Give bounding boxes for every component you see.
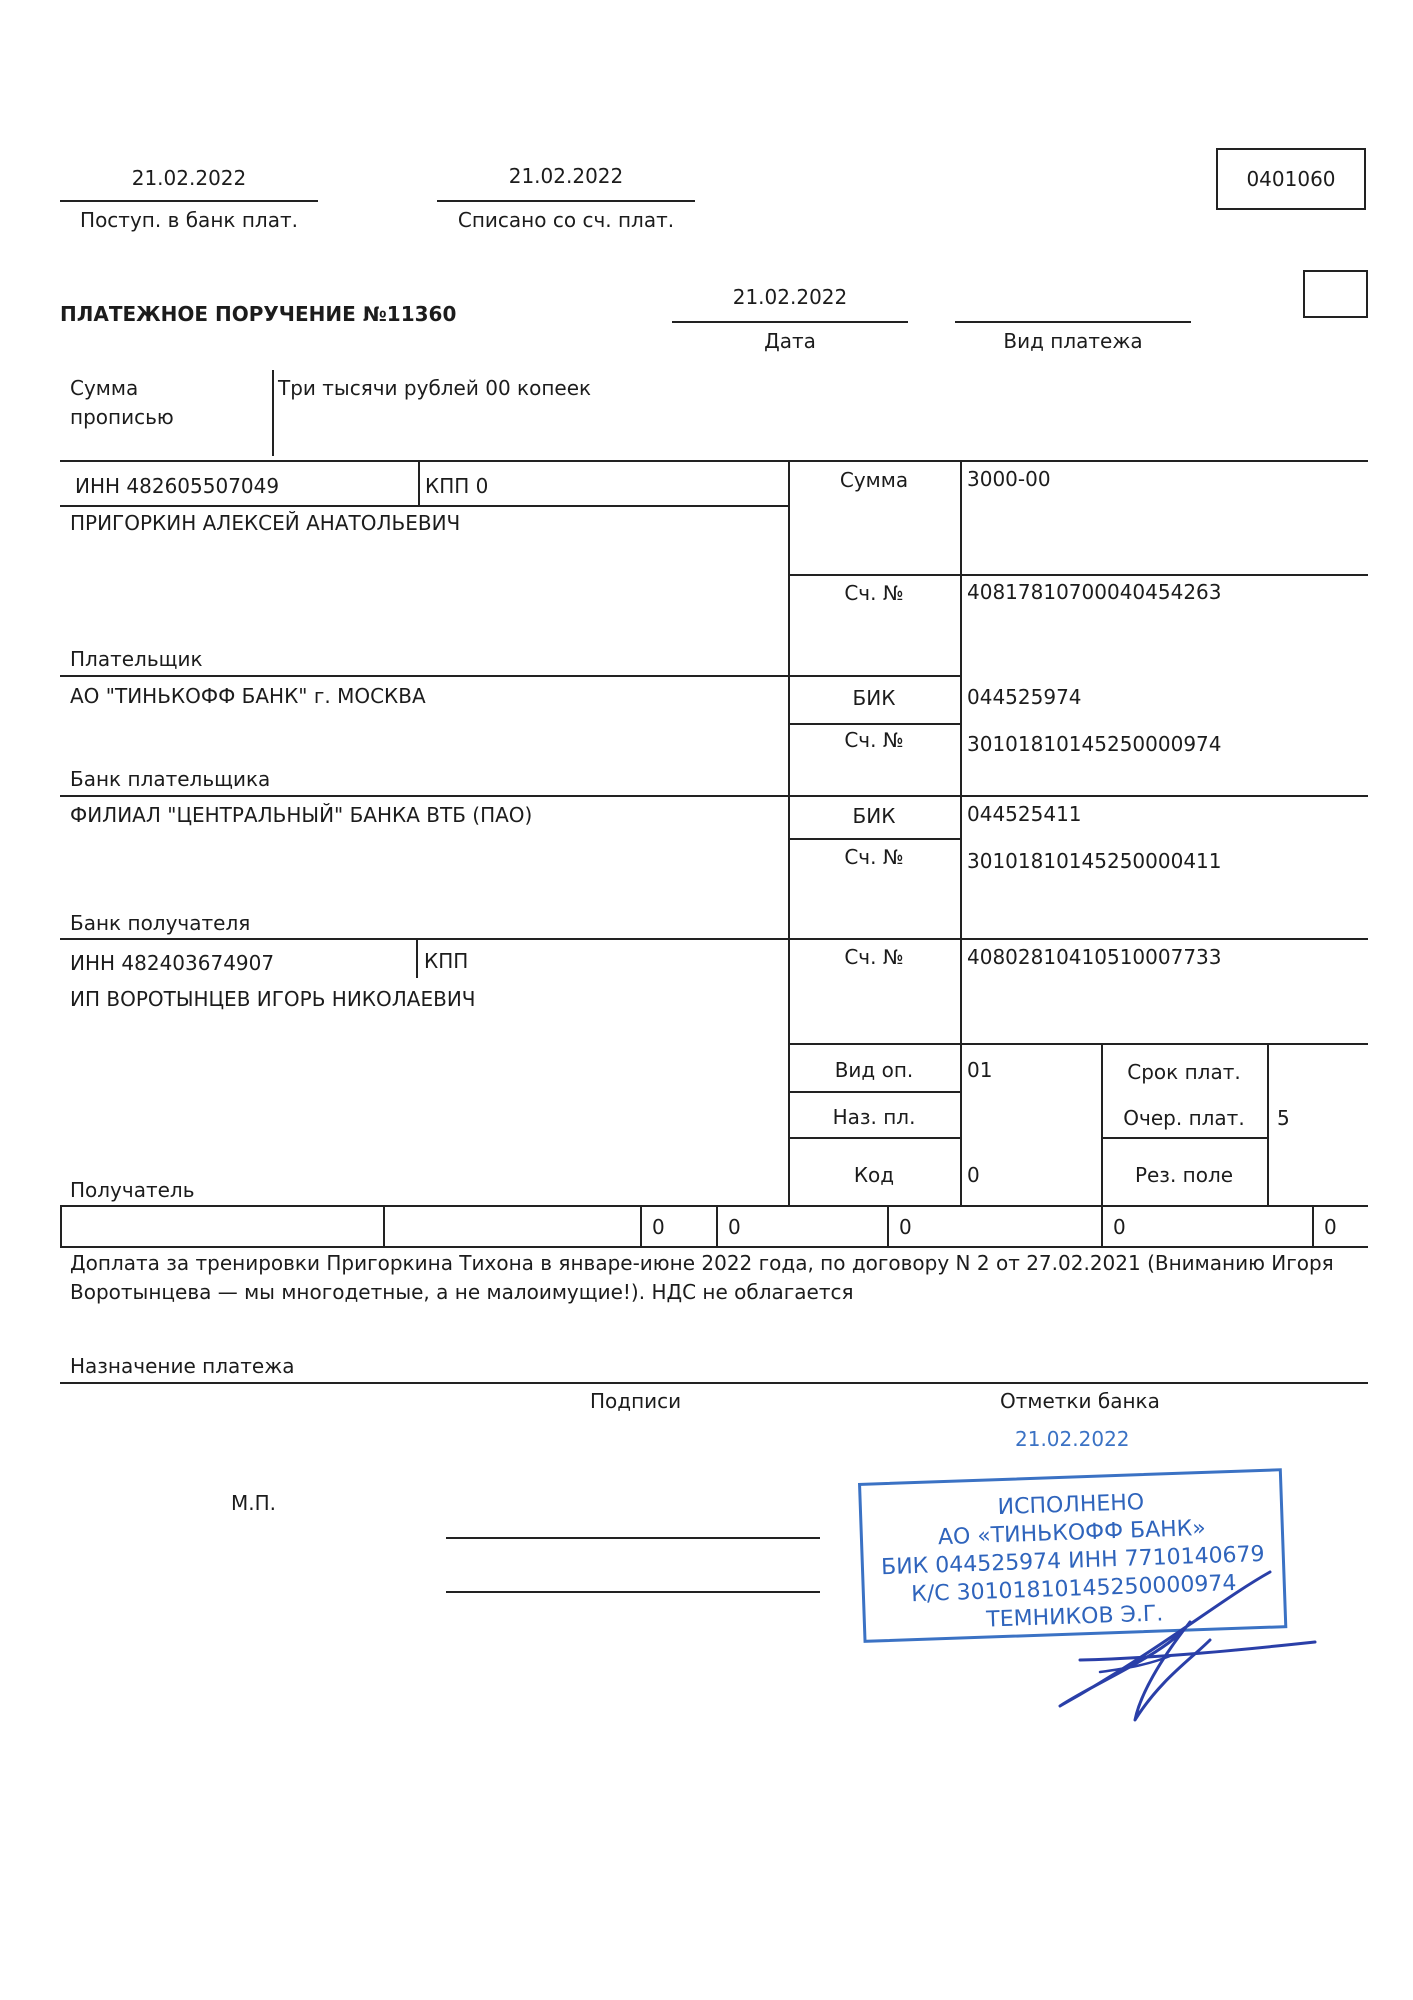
- payment-type-line: [955, 321, 1191, 323]
- payee-bank-account: 30101810145250000411: [967, 849, 1222, 873]
- op-type-label: Вид оп.: [834, 1058, 914, 1082]
- payer-name: ПРИГОРКИН АЛЕКСЕЙ АНАТОЛЬЕВИЧ: [70, 511, 461, 535]
- purpose-type-label: Наз. пл.: [832, 1105, 916, 1129]
- payer-bank-account: 30101810145250000974: [967, 732, 1222, 756]
- stamp-line-2: АО «ТИНЬКОФФ БАНК»: [937, 1515, 1207, 1551]
- purpose-line-1: Доплата за тренировки Пригоркина Тихона в январе-июне 2022 года, по договору N 2 от 27.02.2021 (Вниманию Игоря: [70, 1251, 1334, 1275]
- grid-line: [788, 723, 960, 725]
- grid-vline: [1312, 1205, 1314, 1246]
- code-value: 0: [967, 1163, 980, 1187]
- grid-vline: [716, 1205, 718, 1246]
- amount-words-label-2: прописью: [70, 405, 174, 429]
- payer-kpp: КПП 0: [425, 474, 489, 498]
- payee-account-label: Сч. №: [844, 945, 904, 969]
- document-date-label: Дата: [764, 329, 816, 353]
- payee-kpp: КПП: [424, 949, 469, 973]
- stamp-line-3: БИК 044525974 ИНН 7710140679: [880, 1541, 1265, 1581]
- grid-line: [60, 460, 1368, 462]
- order-label: Очер. плат.: [1123, 1106, 1245, 1130]
- tax-field: 0: [899, 1215, 912, 1239]
- grid-line: [60, 938, 1368, 940]
- grid-vline: [383, 1205, 385, 1246]
- grid-vline: [640, 1205, 642, 1246]
- grid-line: [788, 1043, 1368, 1045]
- purpose-label: Назначение платежа: [70, 1354, 295, 1378]
- grid-vline: [60, 1205, 62, 1246]
- payer-inn: ИНН 482605507049: [75, 474, 280, 498]
- grid-vline: [788, 460, 790, 1205]
- payee-name: ИП ВОРОТЫНЦЕВ ИГОРЬ НИКОЛАЕВИЧ: [70, 987, 476, 1011]
- payee-bik: 044525411: [967, 802, 1082, 826]
- grid-vline: [416, 938, 418, 978]
- reserve-label: Рез. поле: [1134, 1163, 1234, 1187]
- stamp-line-1: ИСПОЛНЕНО: [997, 1490, 1145, 1521]
- debited-date: 21.02.2022: [508, 164, 624, 188]
- payment-type-label: Вид платежа: [1003, 329, 1143, 353]
- payer-bank-account-label: Сч. №: [844, 728, 904, 752]
- payee-account: 40802810410510007733: [967, 945, 1222, 969]
- amount-words-label-1: Сумма: [70, 376, 139, 400]
- payee-inn: ИНН 482403674907: [70, 951, 275, 975]
- tax-field: 0: [1113, 1215, 1126, 1239]
- amount-words-divider: [272, 370, 274, 456]
- payer-bank-label: Банк плательщика: [70, 767, 271, 791]
- signature-line-2: [446, 1591, 820, 1593]
- grid-vline: [418, 460, 420, 505]
- amount-words-value: Три тысячи рублей 00 копеек: [278, 376, 592, 400]
- payee-label: Получатель: [70, 1178, 195, 1202]
- payer-account-label: Сч. №: [844, 581, 904, 605]
- code-label: Код: [853, 1163, 895, 1187]
- tax-field: 0: [652, 1215, 665, 1239]
- received-date-line: [60, 200, 318, 202]
- payee-bank-account-label: Сч. №: [844, 845, 904, 869]
- received-date: 21.02.2022: [131, 166, 247, 190]
- debited-label: Списано со сч. плат.: [457, 208, 675, 232]
- grid-line: [60, 1205, 1368, 1207]
- received-label: Поступ. в банк плат.: [80, 208, 298, 232]
- form-code-box: [1216, 148, 1366, 210]
- status-box: [1303, 270, 1368, 318]
- payee-bik-label: БИК: [852, 804, 896, 828]
- op-type-value: 01: [967, 1058, 993, 1082]
- payer-label: Плательщик: [70, 647, 203, 671]
- handwritten-signature: [1040, 1560, 1340, 1730]
- payer-account: 40817810700040454263: [967, 580, 1222, 604]
- document-title: ПЛАТЕЖНОЕ ПОРУЧЕНИЕ №11360: [60, 302, 457, 326]
- grid-line: [788, 574, 1368, 576]
- payee-bank-name: ФИЛИАЛ "ЦЕНТРАЛЬНЫЙ" БАНКА ВТБ (ПАО): [70, 803, 533, 827]
- grid-line: [788, 1137, 960, 1139]
- due-label: Срок плат.: [1127, 1060, 1241, 1084]
- grid-line: [60, 675, 960, 677]
- grid-line: [60, 1382, 1368, 1384]
- payer-bik-label: БИК: [852, 686, 896, 710]
- stamp-line-4: К/С 30101810145250000974: [910, 1570, 1237, 1608]
- order-value: 5: [1277, 1106, 1290, 1130]
- grid-vline: [1267, 1043, 1269, 1205]
- document-date: 21.02.2022: [732, 285, 848, 309]
- grid-line: [60, 1246, 1368, 1248]
- stamp-place-label: М.П.: [231, 1491, 277, 1515]
- grid-line: [60, 795, 1368, 797]
- tax-field: 0: [728, 1215, 741, 1239]
- sum-value: 3000-00: [967, 467, 1051, 491]
- payer-bank-name: АО "ТИНЬКОФФ БАНК" г. МОСКВА: [70, 684, 426, 708]
- form-code: 0401060: [1246, 167, 1336, 191]
- bank-mark-date: 21.02.2022: [1015, 1427, 1130, 1451]
- tax-field: 0: [1324, 1215, 1337, 1239]
- payee-bank-label: Банк получателя: [70, 911, 251, 935]
- grid-line: [788, 838, 960, 840]
- grid-vline: [1101, 1205, 1103, 1246]
- purpose-line-2: Воротынцева — мы многодетные, а не малоимущие!). НДС не облагается: [70, 1280, 854, 1304]
- grid-vline: [960, 460, 962, 1205]
- grid-line: [788, 1091, 960, 1093]
- bank-marks-label: Отметки банка: [1000, 1389, 1160, 1413]
- payer-bik: 044525974: [967, 685, 1082, 709]
- grid-line: [60, 505, 788, 507]
- debited-date-line: [437, 200, 695, 202]
- sum-label: Сумма: [839, 468, 909, 492]
- signature-line-1: [446, 1537, 820, 1539]
- grid-line: [1101, 1137, 1267, 1139]
- stamp-line-5: ТЕМНИКОВ Э.Г.: [985, 1601, 1164, 1633]
- grid-vline: [887, 1205, 889, 1246]
- signatures-label: Подписи: [590, 1389, 682, 1413]
- document-date-line: [672, 321, 908, 323]
